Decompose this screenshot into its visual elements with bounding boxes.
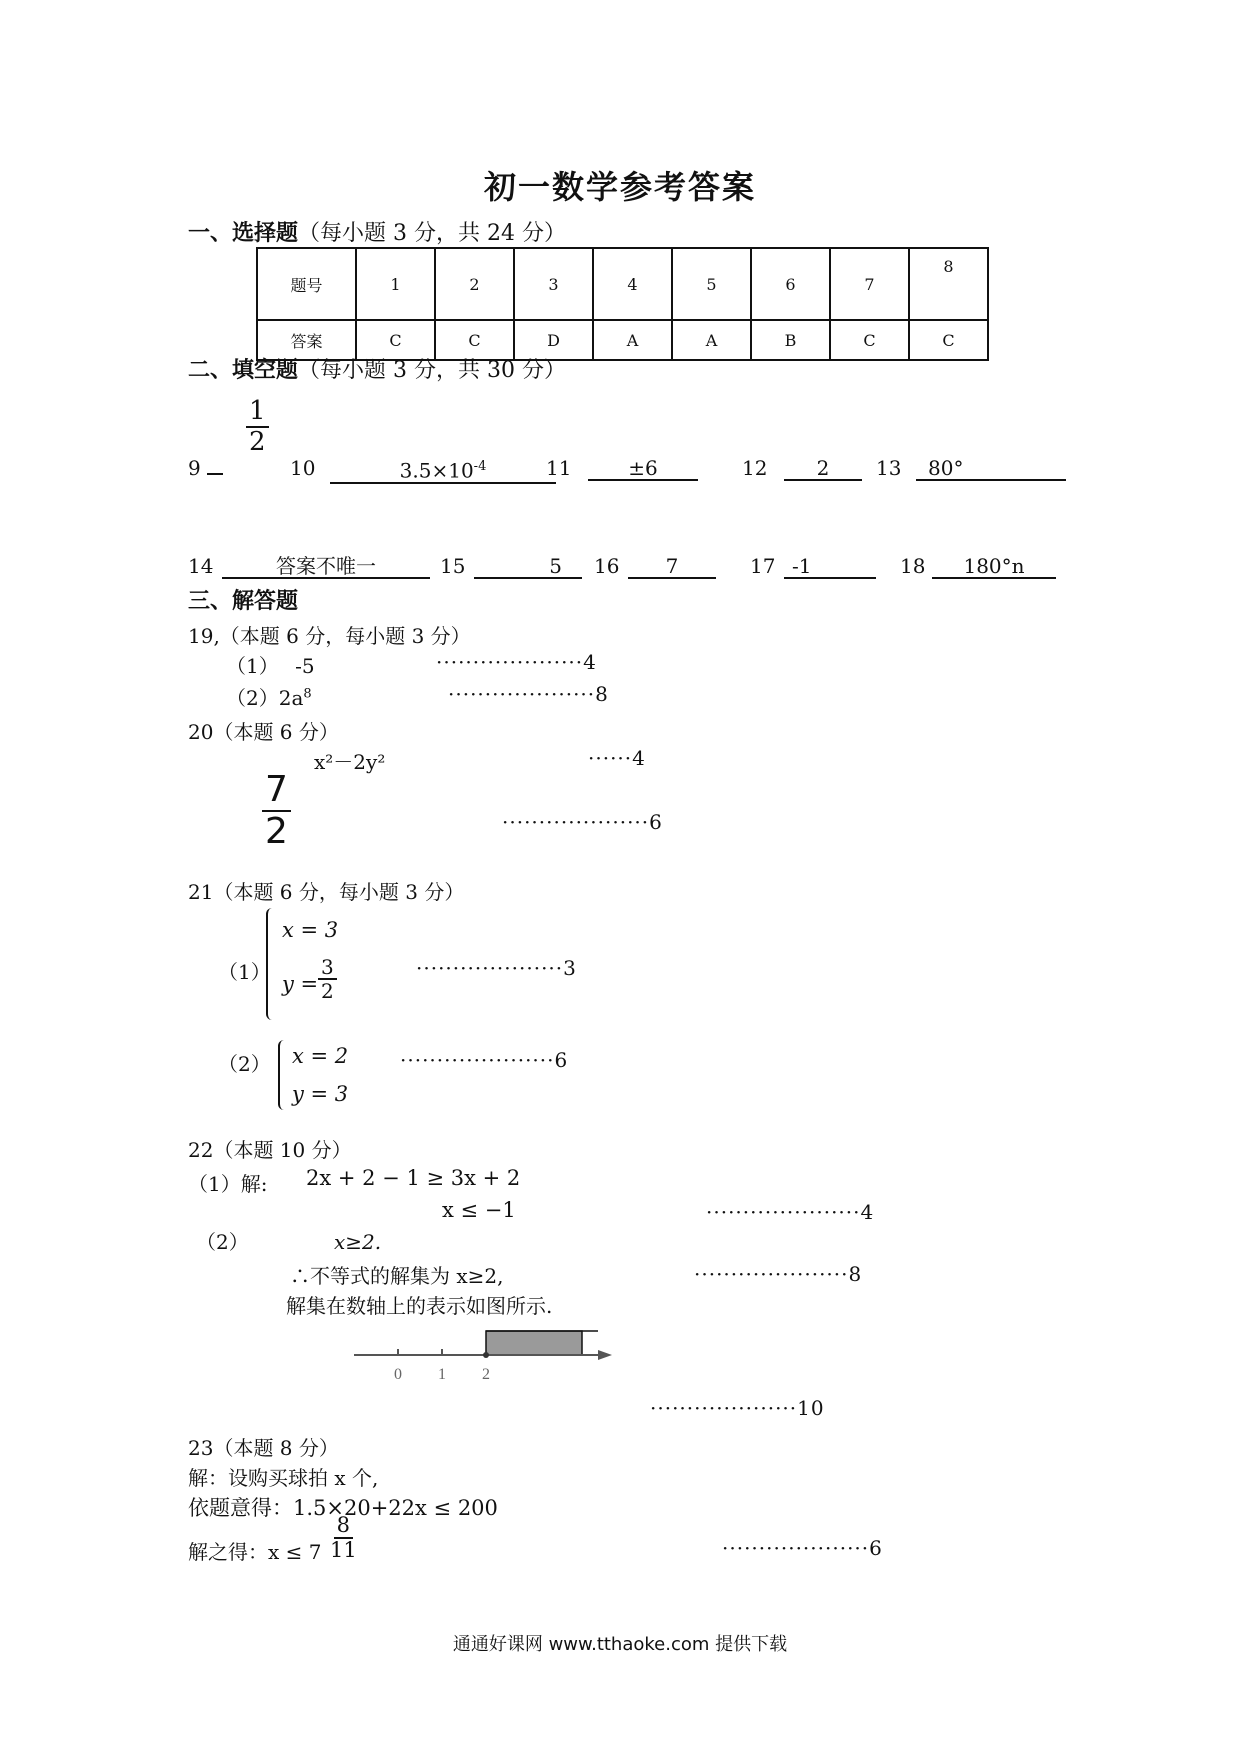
q22-p1-label: （1）解: — [188, 1172, 268, 1196]
row-label-number: 题号 — [257, 248, 356, 320]
axis-label-2: 2 — [482, 1366, 490, 1383]
axis-label-0: 0 — [394, 1366, 402, 1383]
q9-denominator: 2 — [249, 426, 266, 457]
q21-p1-label: （1） — [218, 960, 271, 984]
q21-head: 21（本题 6 分，每小题 3 分） — [188, 880, 465, 904]
q10-exponent: -4 — [473, 459, 487, 474]
q23-numerator: 8 — [334, 1514, 353, 1539]
q13 — [876, 456, 901, 480]
number-line — [350, 1320, 620, 1386]
section1-heading — [188, 216, 566, 247]
q23-line2: 依题意得：1.5×20+22x ≤ 200 — [188, 1496, 498, 1520]
table-cell: 6 — [751, 248, 830, 320]
section2-heading — [188, 353, 566, 384]
q22-head: 22（本题 10 分） — [188, 1138, 352, 1162]
q21-p2-score-line: ·····················6 — [400, 1048, 569, 1072]
table-cell: 2 — [435, 248, 514, 320]
page-title: 初一数学参考答案 — [483, 168, 756, 206]
q19-p2-label: （2） — [226, 686, 279, 710]
table-cell: 3 — [514, 248, 593, 320]
q23-denominator: 11 — [330, 1538, 357, 1563]
answer-table — [256, 247, 989, 361]
q17 — [750, 554, 775, 578]
q19-p2-score-line: ····················8 — [448, 682, 609, 706]
q10 — [290, 456, 315, 480]
q21-p1-y-denominator: 2 — [321, 979, 334, 1003]
q12-label: 12 — [742, 456, 768, 480]
q18-label: 18 — [900, 554, 926, 578]
axis-label-1: 1 — [438, 1366, 446, 1383]
q23-score: 6 — [869, 1536, 883, 1560]
q15-label: 15 — [440, 554, 466, 578]
q10-label: 10 — [290, 456, 316, 480]
q21-p2-label: （2） — [218, 1052, 271, 1076]
q17-answer — [784, 554, 876, 579]
q18-blank: 180°n — [932, 555, 1056, 579]
q22-p2-score2-line: ····················10 — [650, 1396, 825, 1420]
q23-line3: 解之得：x ≤ 7 — [188, 1540, 322, 1564]
solution-region — [486, 1331, 582, 1355]
q19-p1-score: 4 — [583, 650, 597, 674]
q15 — [440, 554, 465, 578]
q22-p2-line1: ∴不等式的解集为 x≥2, — [290, 1264, 504, 1288]
q12 — [742, 456, 767, 480]
q20-fraction — [262, 770, 291, 851]
table-cell: 5 — [672, 248, 751, 320]
table-cell: 8 — [909, 248, 988, 320]
table-cell: D — [514, 320, 593, 360]
q16 — [594, 554, 619, 578]
q19-p1 — [226, 650, 315, 679]
q23-line1: 解：设购买球拍 x 个, — [188, 1466, 379, 1490]
q19-p2-base: 2a — [278, 686, 304, 710]
q13-label: 13 — [876, 456, 902, 480]
q21-p1-y: y = — [282, 972, 319, 996]
footer: 通通好课网 www.tthaoke.com 提供下载 — [452, 1634, 788, 1655]
q23-fraction — [330, 1514, 357, 1562]
q22-p2-score2: 10 — [797, 1396, 825, 1420]
q18 — [900, 554, 925, 578]
q11-label: 11 — [546, 456, 572, 480]
q11-answer — [588, 456, 698, 481]
q10-value: 3.5×10 — [399, 458, 474, 483]
q15-answer — [474, 554, 582, 579]
q19-p1-label: （1） — [226, 654, 279, 678]
table-cell: A — [593, 320, 672, 360]
q21-p1-y-fraction — [318, 956, 337, 1002]
section3-heading — [188, 584, 298, 615]
q20-frac-score: 6 — [649, 810, 663, 834]
q10-blank — [330, 456, 556, 484]
point-2 — [483, 1352, 489, 1358]
table-cell: B — [751, 320, 830, 360]
table-cell: A — [672, 320, 751, 360]
q16-label: 16 — [594, 554, 620, 578]
q19-p2-score: 8 — [595, 682, 609, 706]
q20-expr-score: 4 — [632, 746, 646, 770]
q21-p1-score-line: ····················3 — [416, 956, 577, 980]
q12-answer — [784, 456, 862, 481]
q22-p2-line2: 解集在数轴上的表示如图所示. — [286, 1294, 553, 1318]
q22-p2-score1-line: ·····················8 — [694, 1262, 863, 1286]
q19-p1-score-line: ····················4 — [436, 650, 597, 674]
table-cell: 1 — [356, 248, 435, 320]
section3-title: 三、解答题 — [188, 588, 299, 614]
q15-blank: 5 — [474, 555, 582, 579]
q21-p2-y: y = 3 — [292, 1082, 349, 1106]
q20-denominator: 2 — [265, 810, 288, 852]
q9-blank — [207, 473, 223, 475]
q19-p2-exponent: 8 — [303, 686, 312, 702]
axis-arrow — [598, 1350, 612, 1360]
q22-p1-score-line: ·····················4 — [706, 1200, 875, 1224]
q20-frac-score-line: ····················6 — [502, 810, 663, 834]
q14-label: 14 — [188, 554, 214, 578]
q9-label: 9 — [188, 456, 201, 480]
q11 — [546, 456, 571, 480]
table-cell: 4 — [593, 248, 672, 320]
q19-head: 19,（本题 6 分，每小题 3 分） — [188, 624, 471, 648]
row-label-answer: 答案 — [257, 320, 356, 360]
fill-row-1 — [188, 456, 223, 480]
q21-p2-score: 6 — [554, 1048, 569, 1072]
q9-numerator: 1 — [246, 397, 269, 428]
q13-blank: 80° — [916, 457, 1066, 481]
q22-p1-score: 4 — [860, 1200, 875, 1224]
section2-title: 二、填空题 — [188, 357, 299, 383]
section1-note: （每小题 3 分，共 24 分） — [298, 221, 566, 246]
q23-score-line: ····················6 — [722, 1536, 883, 1560]
q19-p2 — [226, 682, 312, 711]
q21-p1-brace — [266, 908, 272, 1020]
q22-p1-result: x ≤ −1 — [442, 1198, 516, 1222]
q14-blank: 答案不唯一 — [222, 555, 430, 579]
q21-p2-brace — [278, 1040, 284, 1110]
q16-blank: 7 — [628, 555, 716, 579]
q22-p2-result: x≥2. — [334, 1230, 382, 1254]
q20-expr-score-line: ······4 — [588, 746, 646, 770]
q14-answer — [222, 554, 430, 579]
q11-blank: ±6 — [588, 457, 698, 481]
table-row — [257, 248, 988, 320]
q10-answer — [330, 456, 556, 484]
section2-note: （每小题 3 分，共 30 分） — [298, 358, 566, 383]
q21-p1-score: 3 — [563, 956, 577, 980]
q17-blank: -1 — [784, 555, 876, 579]
q20-numerator: 7 — [262, 770, 291, 812]
q22-p1-expr: 2x + 2 − 1 ≥ 3x + 2 — [306, 1166, 521, 1190]
q17-label: 17 — [750, 554, 776, 578]
q21-p2-x: x = 2 — [292, 1044, 349, 1068]
section1-title: 一、选择题 — [188, 220, 299, 246]
table-cell: C — [909, 320, 988, 360]
q22-p2-label: （2） — [196, 1230, 249, 1254]
q20-expr: x²－2y² — [314, 750, 386, 774]
q18-answer — [932, 554, 1056, 579]
q16-answer — [628, 554, 716, 579]
q22-p2-score1: 8 — [848, 1262, 863, 1286]
q23-head: 23（本题 8 分） — [188, 1436, 339, 1460]
q12-blank: 2 — [784, 457, 862, 481]
q21-p1-x: x = 3 — [282, 918, 339, 942]
table-cell: C — [435, 320, 514, 360]
table-cell: 7 — [830, 248, 909, 320]
q20-head: 20（本题 6 分） — [188, 720, 339, 744]
q9-fraction — [246, 397, 269, 456]
table-cell: C — [830, 320, 909, 360]
q13-answer — [916, 456, 1066, 481]
q21-p1-y-numerator: 3 — [318, 956, 337, 980]
q19-p1-answer: -5 — [295, 654, 315, 678]
q14 — [188, 554, 213, 578]
table-cell: C — [356, 320, 435, 360]
